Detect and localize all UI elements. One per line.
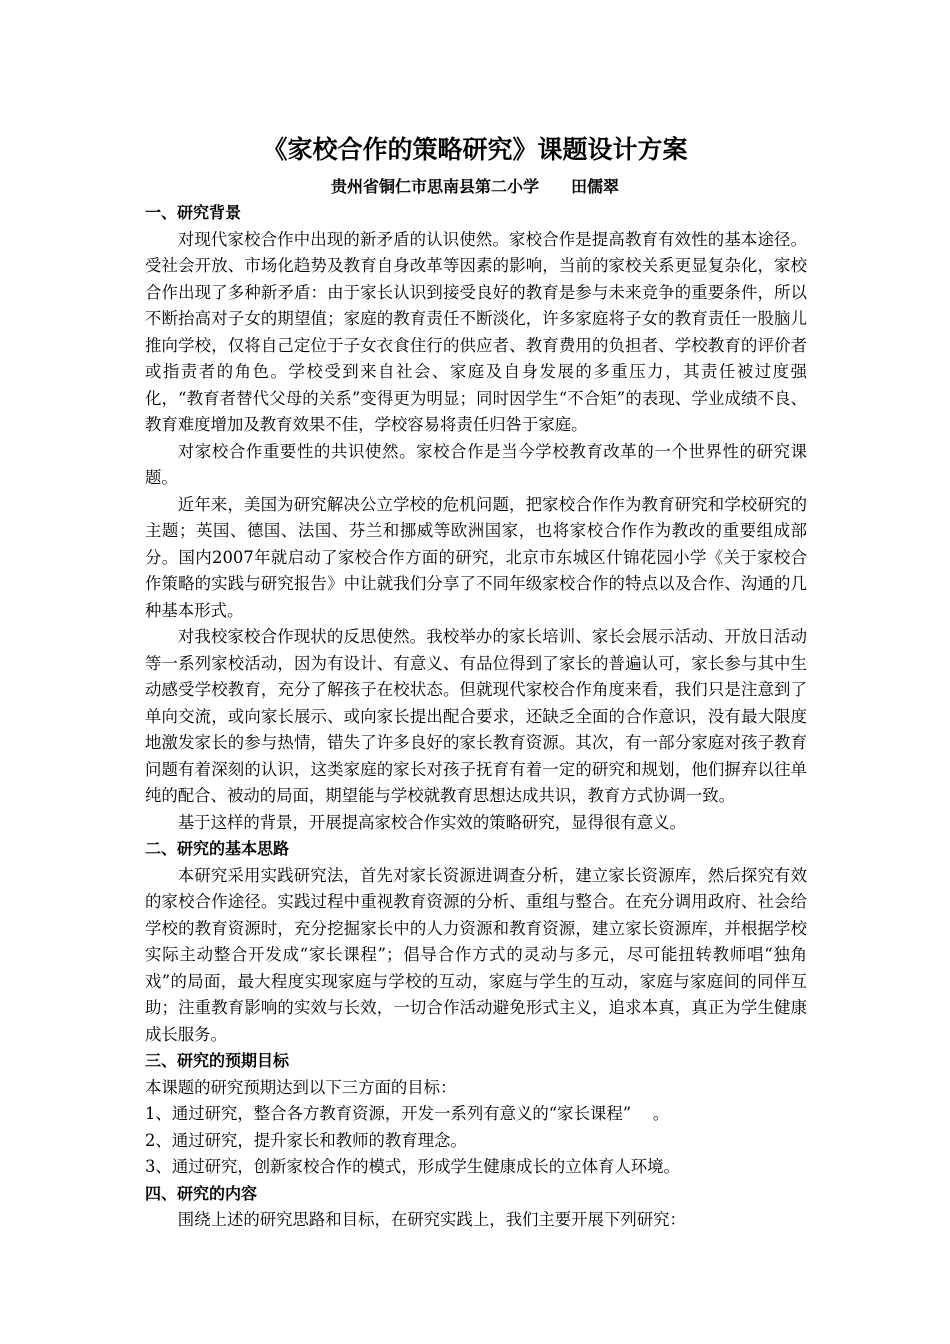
paragraph: 本研究采用实践研究法，首先对家长资源进调查分析，建立家长资源库，然后探究有效的家校合作途径。实践过程中重视教育资源的分析、重组与整合。在充分调用政府、社会给学校的教育资源时，充分挖掘家长中的人力资源和教育资源，建立家长资源库，并根据学校实际主动整合开发成“家长课程”；倡导合作方式的灵动与多元，尽可能扭转教师唱“独角戏”的局面，最大程度实现家庭与学校的互动，家庭与学生的互动，家庭与家庭间的同伴互助；注重教育影响的实效与长效，一切合作活动避免形式主义，追求本真，真正为学生健康成长服务。 xyxy=(145,865,807,1044)
paragraph: 对现代家校合作中出现的新矛盾的认识使然。家校合作是提高教育有效性的基本途径。受社会开放、市场化趋势及教育自身改革等因素的影响，当前的家校关系更显复杂化，家校合作出现了多种新矛盾：由于家长认识到接受良好的教育是参与未来竞争的重要条件，所以不断抬高对子女的期望值；家庭的教育责任不断淡化，许多家庭将子女的教育责任一股脑儿推向学校，仅将自己定位于子女衣食住行的供应者、教育费用的负担者、学校教育的评价者或指责者的角色。学校受到来自社会、家庭及自身发展的多重压力，其责任被过度强化，“教育者替代父母的关系”变得更为明显；同时因学生“不合矩”的表现、学业成绩不良、教育难度增加及教育效果不佳，学校容易将责任归咎于家庭。 xyxy=(145,229,807,434)
section-heading: 三、研究的预期目标 xyxy=(145,1051,290,1070)
goal-item: 3、通过研究，创新家校合作的模式，形成学生健康成长的立体育人环境。 xyxy=(145,1157,680,1176)
goal-item: 1、通过研究，整合各方教育资源，开发一系列有意义的“家长课程” 。 xyxy=(145,1104,670,1123)
paragraph: 近年来，美国为研究解决公立学校的危机问题，把家校合作作为教育研究和学校研究的主题；英国、德国、法国、芬兰和挪威等欧洲国家，也将家校合作作为教改的重要组成部分。国内2007年就启动了家校合作方面的研究，北京市东城区什锦花园小学《关于家校合作策略的实践与研究报告》中让就我们分享了不同年级家校合作的特点以及合作、沟通的几种基本形式。 xyxy=(145,494,807,620)
section-heading: 二、研究的基本思路 xyxy=(145,839,290,858)
goals-intro: 本课题的研究预期达到以下三方面的目标： xyxy=(145,1077,457,1097)
paragraph: 围绕上述的研究思路和目标，在研究实践上，我们主要开展下列研究： xyxy=(177,1210,686,1229)
paragraph: 对我校家校合作现状的反思使然。我校举办的家长培训、家长会展示活动、开放日活动等一系列家校活动，因为有设计、有意义、有品位得到了家长的普遍认可，家长参与其中生动感受学校教育，充分了解孩子在校状态。但就现代家校合作角度来看，我们只是注意到了单向交流，或向家长展示、或向家长提出配合要求，还缺乏全面的合作意识，没有最大限度地激发家长的参与热情，错失了许多良好的家长教育资源。其次，有一部分家庭对孩子教育问题有着深刻的认识，这类家庭的家长对孩子抚育有着一定的研究和规划，他们摒弃以往单纯的配合、被动的局面，期望能与学校就教育思想达成共识，教育方式协调一致。 xyxy=(145,627,807,805)
paragraph: 基于这样的背景，开展提高家校合作实效的策略研究，显得很有意义。 xyxy=(177,812,686,832)
section-heading: 一、研究背景 xyxy=(145,203,242,222)
goal-item: 2、通过研究，提升家长和教师的教育理念。 xyxy=(145,1130,467,1150)
document-title: 《家校合作的策略研究》课题设计方案 xyxy=(262,135,688,164)
paragraph: 对家校合作重要性的共识使然。家校合作是当今学校教育改革的一个世界性的研究课题。 xyxy=(145,441,807,487)
document-subtitle: 贵州省铜仁市思南县第二小学 田儒翠 xyxy=(330,177,619,196)
section-heading: 四、研究的内容 xyxy=(145,1183,258,1203)
document-body xyxy=(145,200,807,1234)
